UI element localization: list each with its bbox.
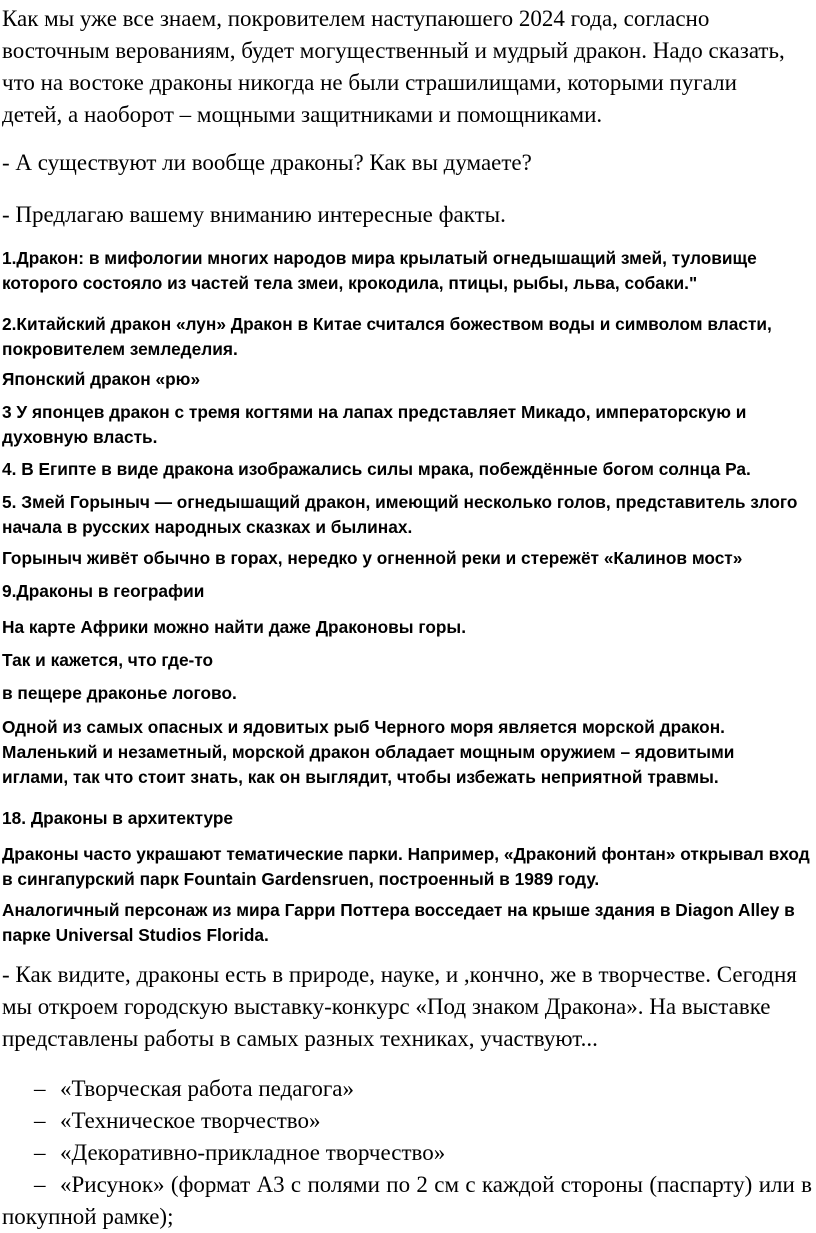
list-dash: – <box>34 1172 46 1197</box>
fact-dragon-definition: 1.Дракон: в мифологии многих народов мира крылатый огнедышащий змей, туловище которого состояло из частей тела змеи, крокодила, птицы, рыбы, льва, собаки." <box>2 248 757 293</box>
fact-architecture-heading: 18. Драконы в архитектуре <box>2 808 234 828</box>
fact-harry-potter: Аналогичный персонаж из мира Гарри Поттера восседает на крыше здания в Diagon Alley в парке Universal Studios Florida. <box>2 900 795 945</box>
list-item-text: «Творческая работа педагога» <box>60 1076 354 1101</box>
fact-sea-dragon: Одной из самых опасных и ядовитых рыб Черного моря является морской дракон. Маленький и незаметный, морской дракон обладает мощным оружием – ядовитыми иглами, так что стоит знать, как он выглядит, чтобы избежать неприятной травмы. <box>2 717 735 787</box>
outro-paragraph: - Как видите, драконы есть в природе, науке, и ,кончно, же в творчестве. Сегодня мы откроем городскую выставку-конкурс «Под знаком Дракона». На выставке представлены работы в самых разных техниках, участвуют... <box>2 962 797 1051</box>
fact-dragon-mountains: На карте Африки можно найти даже Драконовы горы. <box>2 617 466 637</box>
list-item-text: «Техническое творчество» <box>60 1108 321 1133</box>
list-item <box>2 1137 812 1169</box>
fact-egypt-dragon: 4. В Египте в виде дракона изображались силы мрака, побеждённые богом солнца Ра. <box>2 459 751 479</box>
fact-japanese-dragon-heading: Японский дракон «рю» <box>2 369 201 389</box>
fact-zmey-gorynych: 5. Змей Горыныч — огнедышащий дракон, имеющий несколько голов, представитель злого начала в русских народных сказках и былинах. <box>2 492 798 537</box>
intro-paragraph: Как мы уже все знаем, покровителем наступаюшего 2024 года, согласно восточным верованиям, будет могущественный и мудрый дракон. Надо сказать, что на востоке драконы никогда не были страшилищами, которыми пугали детей, а наоборот – мощными защитниками и помощниками. <box>2 6 785 127</box>
list-item-text: «Декоративно-прикладное творчество» <box>60 1140 446 1165</box>
fact-chinese-dragon: 2.Китайский дракон «лун» Дракон в Китае считался божеством воды и символом власти, покровителем земледелия. <box>2 314 772 359</box>
list-item <box>2 1073 812 1105</box>
list-dash: – <box>34 1140 46 1165</box>
list-item <box>2 1105 812 1137</box>
fact-geography-heading: 9.Драконы в географии <box>2 581 205 601</box>
fact-somewhere: Так и кажется, что где-то <box>2 650 214 670</box>
fact-dragon-lair: в пещере драконье логово. <box>2 683 237 703</box>
list-item-text: «Рисунок» (формат А3 с полями по 2 см с каждой стороны (паспарту) или в покупной рамке); <box>2 1172 812 1229</box>
facts-intro-paragraph: - Предлагаю вашему вниманию интересные факты. <box>2 202 506 227</box>
question-paragraph: - А существуют ли вообще драконы? Как вы думаете? <box>2 150 532 175</box>
fact-japanese-dragon: 3 У японцев дракон с тремя когтями на лапах представляет Микадо, императорскую и духовную власть. <box>2 402 747 447</box>
fact-theme-parks: Драконы часто украшают тематические парки. Например, «Драконий фонтан» открывал вход в сингапурский парк Fountain Gardensruen, построенный в 1989 году. <box>2 844 810 889</box>
list-item <box>2 1169 812 1233</box>
category-list <box>2 1073 812 1233</box>
list-dash: – <box>34 1076 46 1101</box>
fact-gorynych-home: Горыныч живёт обычно в горах, нередко у огненной реки и стережёт «Калинов мост» <box>2 548 743 568</box>
list-dash: – <box>34 1108 46 1133</box>
